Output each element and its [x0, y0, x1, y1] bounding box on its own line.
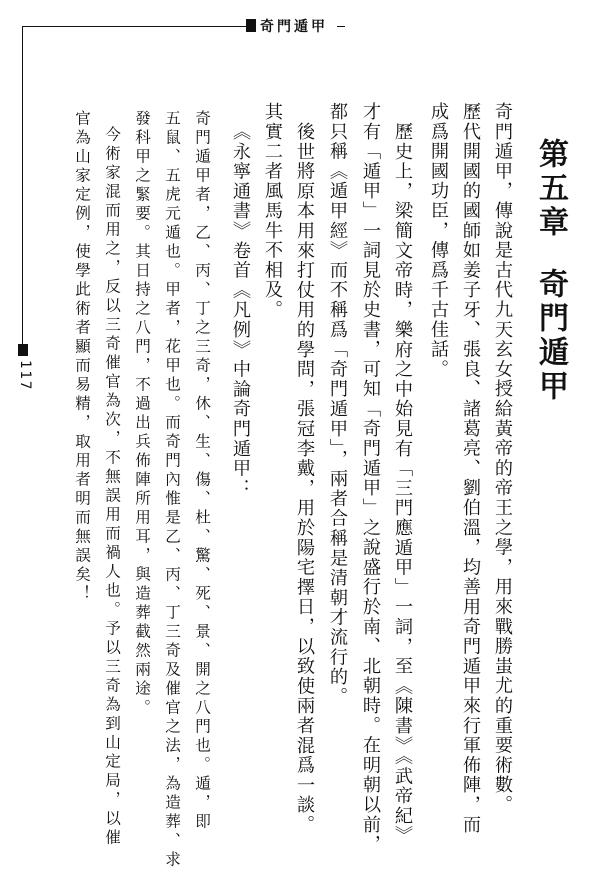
quotation-line: 五鼠、五虎元遁也。甲者，花甲也。而奇門內惟是乙、丙、丁三奇及催官之法，為造葬、求 — [163, 110, 181, 870]
paragraph-line: 成爲開國功臣，傳爲千古佳話。 — [428, 102, 449, 380]
paragraph-line: 才有「遁甲」一詞見於史書，可知「奇門遁甲」之說盛行於南、北朝時。在明朝以前， — [360, 102, 381, 855]
header-square-marker — [246, 19, 256, 32]
quotation-line: 發科甲之緊要。其日持之八門，不過出兵佈陣所用耳，與造葬截然兩途。 — [133, 110, 151, 718]
paragraph-line: 《永寧通書》卷首《凡例》中論奇門遁甲： — [230, 122, 251, 499]
paragraph-line: 都只稱《遁甲經》而不稱爲「奇門遁甲」，兩者合稱是清朝才流行的。 — [327, 102, 348, 707]
paragraph-line: 歷代開國的國師如姜子牙、張良、諸葛亮、劉伯溫，均善用奇門遁甲來行軍佈陣，而 — [460, 102, 481, 835]
paragraph-line: 後世將原本用來打仗用的學問，張冠李戴，用於陽宅擇日，以致使兩者混爲一談。 — [294, 122, 315, 835]
paragraph-line: 歷史上，梁簡文帝時，樂府之中始見有「三門應遁甲」一詞，至《陳書》《武帝紀》 — [392, 122, 413, 846]
header-rule-end — [337, 26, 345, 27]
running-header: 奇門遁甲 — [260, 19, 328, 35]
page-number: 117 — [17, 360, 33, 392]
paragraph-line: 其實二者風馬牛不相及。 — [262, 102, 283, 320]
quotation-line: 奇門遁甲者，乙、丙、丁之三奇，休、生、傷、杜、驚、死、景、開之八門也。遁，即 — [193, 110, 211, 832]
page-square-marker — [18, 344, 28, 356]
chapter-heading: 第五章 — [533, 138, 568, 240]
quotation-line: 今術家混而用之，反以三奇催官為次，不無誤用而禍人也。予以三奇為到山定局，以催 — [103, 126, 121, 848]
quotation-line: 官為山家定例，使學此術者顯而易精，取用者明而無誤矣！ — [73, 110, 91, 604]
margin-rule — [22, 26, 23, 344]
header-rule — [22, 26, 254, 27]
chapter-title: 奇門遁甲 — [533, 268, 568, 404]
paragraph-line: 奇門遁甲，傳說是古代九天玄女授給黃帝的帝王之學，用來戰勝蚩尤的重要術數。 — [492, 102, 513, 815]
